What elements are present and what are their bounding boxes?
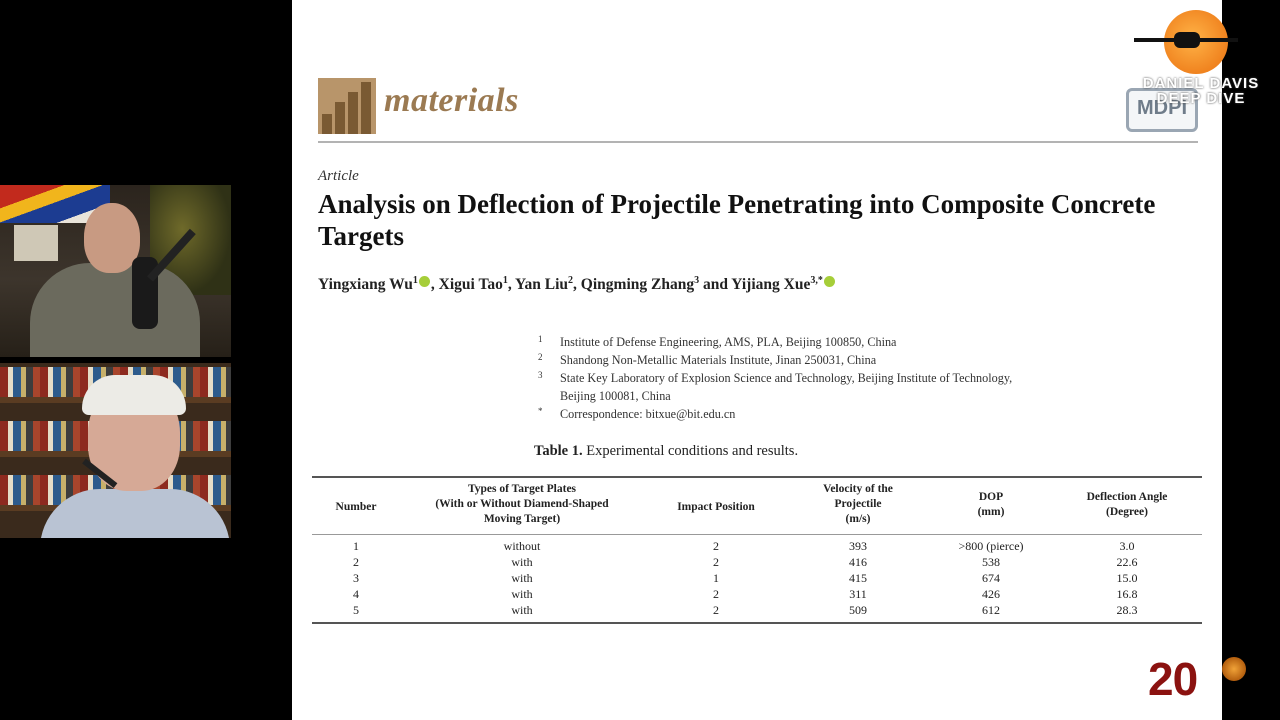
orcid-icon[interactable]	[419, 276, 430, 287]
affiliation-text: Institute of Defense Engineering, AMS, PLA, Beijing 100850, China	[560, 335, 897, 349]
author-affiliation-marker: 3,*	[810, 275, 823, 286]
shared-slide	[292, 0, 1222, 720]
table-cell: 2	[353, 555, 359, 569]
table-cell: 538	[982, 555, 1000, 569]
table-cell: 16.8	[1116, 587, 1138, 601]
author-affiliation-marker: 2	[568, 275, 574, 286]
author-name: Yingxiang Wu	[318, 276, 413, 294]
table-header-cell: Velocity of the Projectile (m/s)	[823, 483, 893, 525]
author-separator: ,	[507, 276, 516, 294]
table-cell: 4	[353, 587, 359, 601]
author-name: Xigui Tao	[438, 276, 503, 294]
affiliation-number: 2	[538, 352, 543, 362]
table-cell: 415	[849, 571, 867, 585]
table-cell: 5	[353, 603, 359, 617]
background-window	[14, 225, 58, 261]
table-caption-text: Experimental conditions and results.	[582, 443, 799, 459]
channel-mini-logo-icon	[1222, 657, 1246, 681]
publisher-name: MDPI	[1137, 97, 1187, 119]
affiliation-text: Beijing 100081, China	[560, 389, 671, 403]
affiliation-text: Shandong Non-Metallic Materials Institute, Jinan 250031, China	[560, 353, 877, 367]
table-cell: 416	[849, 555, 867, 569]
table-cell: 2	[713, 587, 719, 601]
table-bottom-rule	[312, 622, 1202, 624]
author-name: Yan Liu	[515, 276, 569, 294]
table-cell: 22.6	[1116, 555, 1138, 569]
table-header-cell: Impact Position	[677, 501, 755, 513]
journal-name: materials	[384, 82, 519, 119]
table-top-rule	[312, 476, 1202, 478]
table-cell: 2	[713, 539, 719, 553]
article-type: Article	[318, 168, 359, 184]
channel-name-line1: DANIEL DAVIS	[1142, 75, 1260, 92]
author-name: Qingming Zhang	[580, 276, 695, 294]
table-cell: 393	[849, 539, 867, 553]
table-header-cell: DOP (mm)	[977, 491, 1005, 518]
guest-video-tile[interactable]	[0, 363, 231, 538]
table-cell: 2	[713, 603, 719, 617]
table-caption-label: Table 1.	[534, 443, 583, 459]
drone-icon	[1134, 30, 1238, 50]
affiliation-number: 3	[538, 370, 543, 380]
author-affiliation-marker: 1	[502, 275, 508, 286]
affiliation-number: *	[538, 406, 543, 416]
table-cell: with	[511, 555, 533, 569]
author-affiliation-marker: 3	[694, 275, 700, 286]
channel-logo	[1128, 10, 1274, 110]
table-header-rule	[312, 534, 1202, 535]
table-cell: 1	[713, 571, 719, 585]
table-cell: 1	[353, 539, 359, 553]
table-cell: with	[511, 587, 533, 601]
paper-title: Analysis on Deflection of Projectile Penetrating into Composite Concrete Targets	[318, 189, 1156, 251]
author-affiliation-marker: 1	[412, 275, 418, 286]
journal-logo-icon	[318, 78, 376, 134]
author-name: Yijiang Xue	[731, 276, 811, 294]
channel-name-line2: DEEP DIVE	[1156, 90, 1246, 107]
table-cell: with	[511, 571, 533, 585]
table-cell: 426	[982, 587, 1000, 601]
table-cell: 3.0	[1119, 539, 1135, 553]
author-separator: ,	[430, 276, 439, 294]
table-cell: 28.3	[1116, 603, 1138, 617]
host-body	[30, 263, 200, 357]
author-list	[318, 275, 836, 294]
table-header-cell: Types of Target Plates (With or Without Diamend-Shaped Moving Target)	[435, 483, 609, 525]
table-cell: 674	[982, 571, 1000, 585]
table-cell: 3	[353, 571, 359, 585]
table-cell: 2	[713, 555, 719, 569]
table-cell: without	[503, 539, 541, 553]
table-cell: 15.0	[1116, 571, 1138, 585]
table-caption	[534, 443, 798, 460]
table-cell: >800 (pierce)	[958, 539, 1024, 553]
orcid-icon[interactable]	[824, 276, 835, 287]
slide-counter: 20	[1148, 653, 1198, 705]
table-header-cell: Deflection Angle (Degree)	[1086, 491, 1168, 518]
author-separator: ,	[573, 276, 581, 294]
host-video-tile[interactable]	[0, 185, 231, 357]
table-header-cell: Number	[335, 501, 377, 513]
table-cell: 612	[982, 603, 1000, 617]
channel-name	[1128, 76, 1274, 106]
table-cell: 311	[849, 587, 867, 601]
table-cell: with	[511, 603, 533, 617]
guest-hair	[82, 375, 186, 415]
affiliation-text: State Key Laboratory of Explosion Science and Technology, Beijing Institute of Technology,	[560, 371, 1013, 385]
table-cell: 509	[849, 603, 867, 617]
author-separator: and	[699, 276, 732, 294]
affiliation-text: Correspondence: bitxue@bit.edu.cn	[560, 407, 736, 421]
header-divider	[318, 141, 1198, 143]
affiliation-number: 1	[538, 334, 543, 344]
